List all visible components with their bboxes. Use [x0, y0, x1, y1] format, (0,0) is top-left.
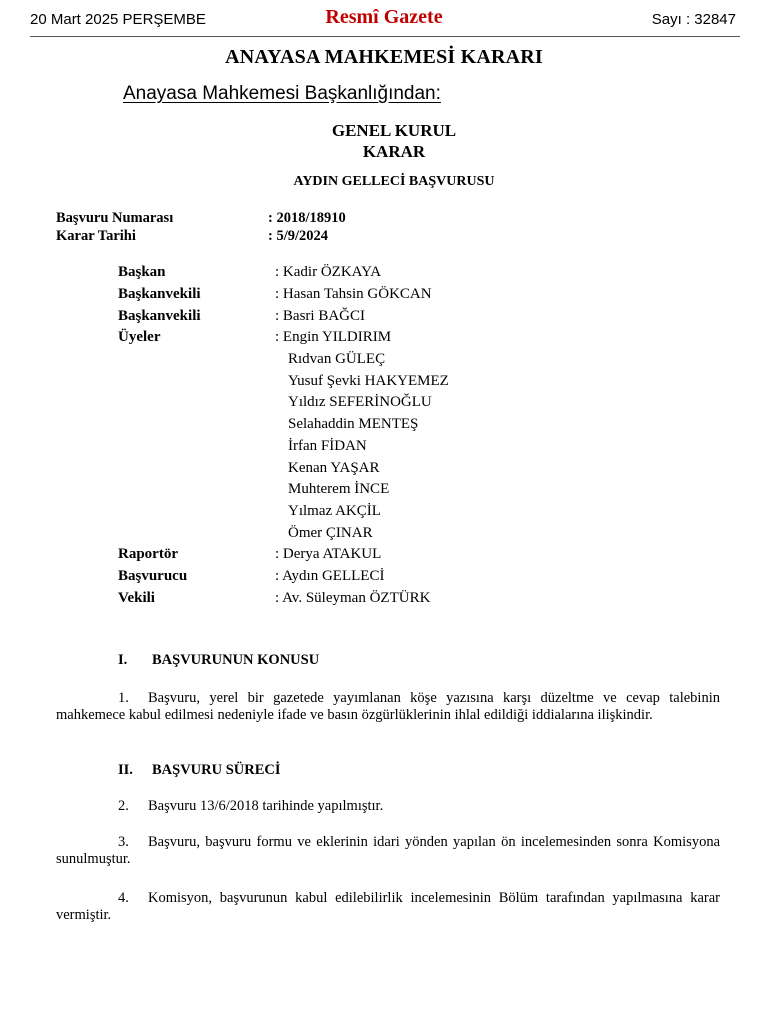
panel-role: Başkanvekili: [118, 308, 201, 324]
member-name: İrfan FİDAN: [288, 438, 367, 454]
panel-role: Başkanvekili: [118, 286, 201, 302]
member-name: Muhterem İNCE: [288, 481, 390, 497]
panel-name: : Kadir ÖZKAYA: [275, 264, 382, 280]
panel-name: : Engin YILDIRIM: [275, 329, 392, 345]
paragraph-text: Başvuru 13/6/2018 tarihinde yapılmıştır.: [148, 798, 384, 814]
decision-label: KARAR: [362, 142, 426, 161]
case-title: AYDIN GELLECİ BAŞVURUSU: [293, 174, 495, 189]
paragraph-number: 3.: [118, 834, 129, 850]
member-name: Ömer ÇINAR: [288, 525, 373, 541]
gazette-header: [0, 0, 768, 38]
panel-role: Başkan: [118, 264, 166, 280]
paragraph-number: 2.: [118, 798, 129, 814]
meta-label: Başvuru Numarası: [56, 210, 174, 226]
chamber-name: GENEL KURUL: [331, 121, 457, 140]
member-name: Kenan YAŞAR: [288, 460, 380, 476]
member-name: Yıldız SEFERİNOĞLU: [288, 394, 432, 410]
meta-value: : 2018/18910: [268, 210, 346, 226]
party-name: : Aydın GELLECİ: [275, 568, 385, 584]
paragraph: [56, 690, 720, 724]
decision-page: [0, 38, 768, 1024]
member-name: Rıdvan GÜLEÇ: [288, 351, 386, 367]
section-title: BAŞVURU SÜRECİ: [152, 762, 281, 778]
issue-date: 20 Mart 2025 PERŞEMBE: [30, 11, 206, 28]
party-name: : Derya ATAKUL: [275, 546, 382, 562]
party-role: Vekili: [118, 590, 155, 606]
member-name: Yılmaz AKÇİL: [288, 503, 381, 519]
paragraph: [56, 798, 720, 815]
panel-name: : Hasan Tahsin GÖKCAN: [275, 286, 432, 302]
party-role: Başvurucu: [118, 568, 188, 584]
section-number: II.: [118, 762, 133, 778]
paragraph: [56, 834, 720, 868]
paragraph: [56, 890, 720, 924]
meta-value: : 5/9/2024: [268, 228, 329, 244]
party-name: : Av. Süleyman ÖZTÜRK: [275, 590, 431, 606]
paragraph-text: Komisyon, başvurunun kabul edilebilirlik incelemesinin Bölüm tarafından yapılmasına karar vermiştir.: [56, 890, 720, 923]
chamber-heading: [0, 120, 768, 162]
member-name: Selahaddin MENTEŞ: [288, 416, 419, 432]
meta-label: Karar Tarihi: [56, 228, 136, 244]
paragraph-number: 4.: [118, 890, 129, 906]
section-number: I.: [118, 652, 128, 668]
member-name: Yusuf Şevki HAKYEMEZ: [288, 373, 449, 389]
paragraph-text: Başvuru, başvuru formu ve eklerinin idari yönden yapılan ön incelemesinden sonra Komisyona sunulmuştur.: [56, 834, 720, 867]
paragraph-number: 1.: [118, 690, 129, 706]
panel-name: : Basri BAĞCI: [275, 308, 365, 324]
document-title: ANAYASA MAHKEMESİ KARARI: [225, 46, 543, 68]
paragraph-text: Başvuru, yerel bir gazetede yayımlanan köşe yazısına karşı düzeltme ve cevap talebinin mahkemece kabul edilmesi nedeniyle ifade ve basın özgürlüklerinin ihlal edildiği iddialarına ilişkindir.: [56, 690, 720, 723]
header-rule: [30, 36, 740, 37]
issuing-authority: Anayasa Mahkemesi Başkanlığından:: [123, 83, 441, 104]
issue-number: Sayı : 32847: [651, 11, 736, 28]
section-title: BAŞVURUNUN KONUSU: [152, 652, 320, 668]
gazette-title: Resmî Gazete: [325, 6, 443, 28]
party-role: Raportör: [118, 546, 178, 562]
panel-role: Üyeler: [118, 329, 161, 345]
